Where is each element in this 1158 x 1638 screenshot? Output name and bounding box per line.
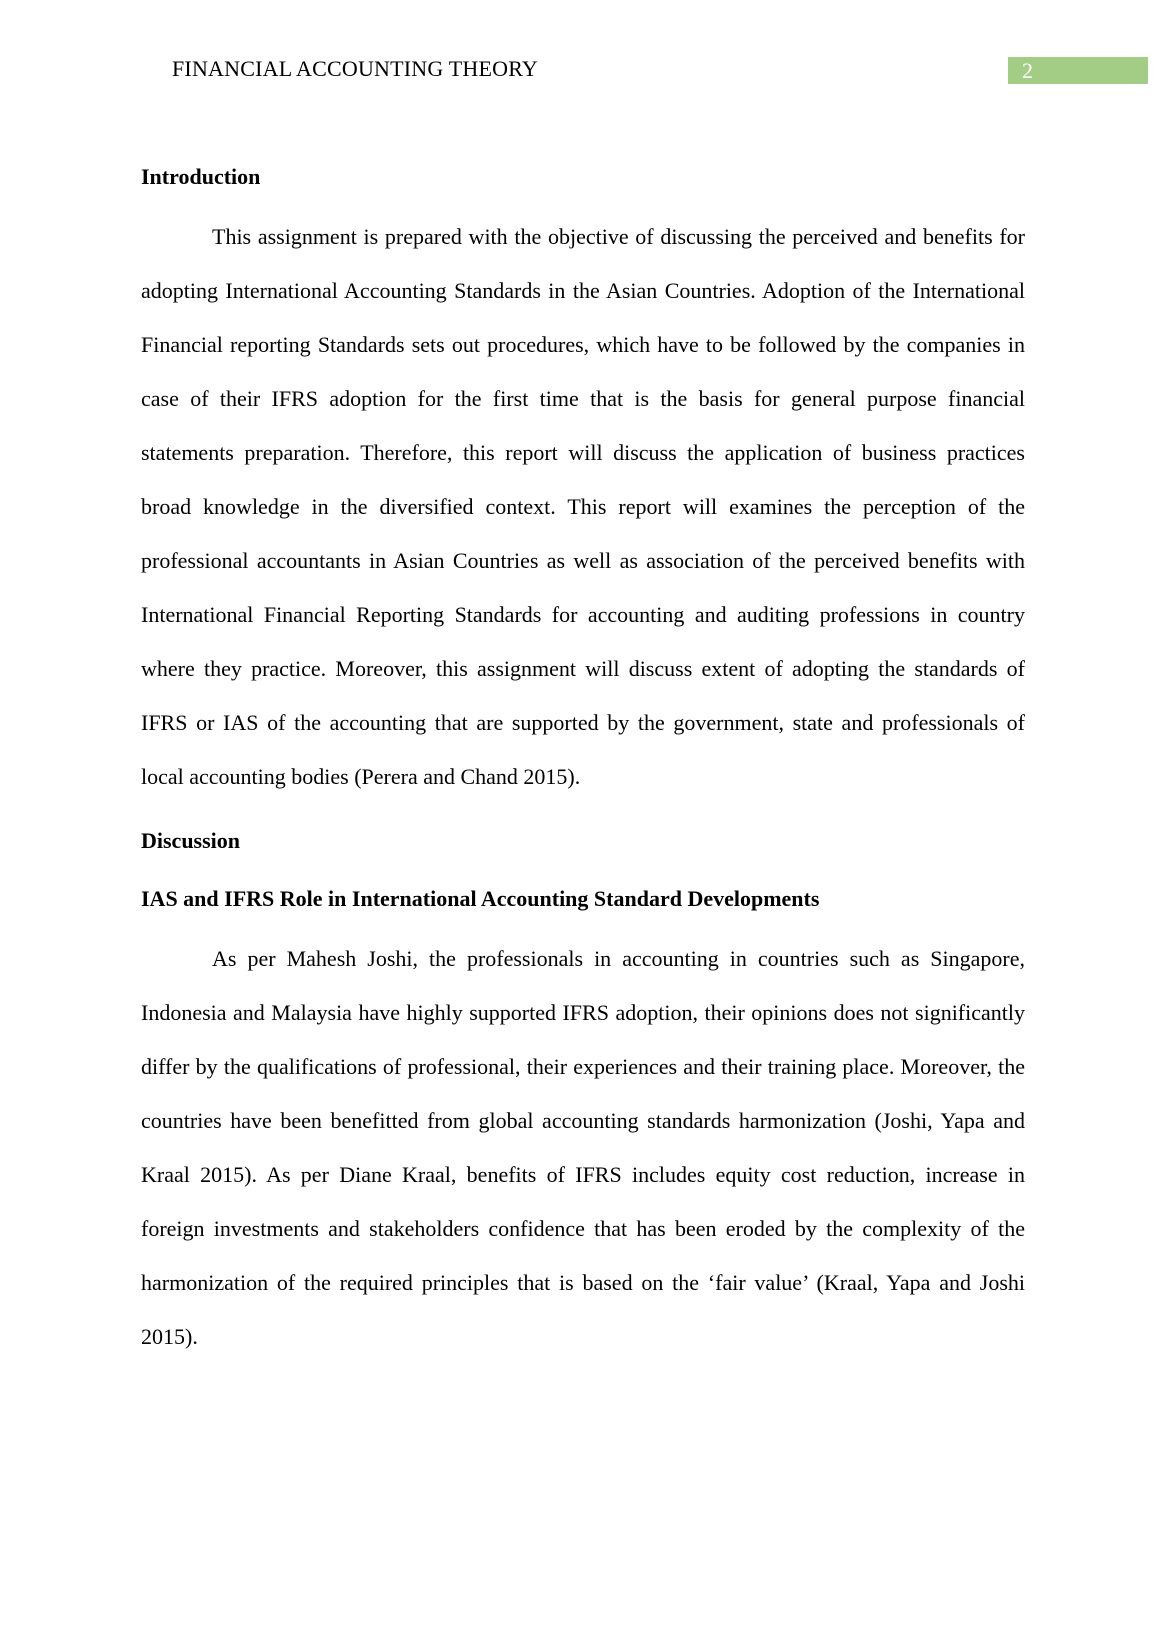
introduction-paragraph: This assignment is prepared with the objective of discussing the perceived and benefits for adopting International Accounting Standards in the Asian Countries. Adoption of the International Financial reporting Standards sets out procedures, which have to be followed by the companies in case of their IFRS adoption for the first time that is the basis for general purpose financial statements preparation. Therefore, this report will discuss the application of business practices broad knowledge in the diversified context. This report will examines the perception of the professional accountants in Asian Countries as well as association of the perceived benefits with International Financial Reporting Standards for accounting and auditing professions in country where they practice. Moreover, this assignment will discuss extent of adopting the standards of IFRS or IAS of the accounting that are supported by the government, state and professionals of local accounting bodies (Perera and Chand 2015). <box>141 224 1025 789</box>
document-body <box>141 160 1025 1364</box>
discussion-heading: Discussion <box>141 828 241 853</box>
discussion-paragraph: As per Mahesh Joshi, the professionals in accounting in countries such as Singapore, Indonesia and Malaysia have highly supported IFRS adoption, their opinions does not significantly differ by the qualifications of professional, their experiences and their training place. Moreover, the countries have been benefitted from global accounting standards harmonization (Joshi, Yapa and Kraal 2015). As per Diane Kraal, benefits of IFRS includes equity cost reduction, increase in foreign investments and stakeholders confidence that has been eroded by the complexity of the harmonization of the required principles that is based on the ‘fair value’ (Kraal, Yapa and Joshi 2015). <box>141 946 1025 1349</box>
running-header-title: FINANCIAL ACCOUNTING THEORY <box>172 56 538 81</box>
page-number-badge: 2 <box>1008 57 1148 84</box>
introduction-heading: Introduction <box>141 164 261 189</box>
discussion-subheading: IAS and IFRS Role in International Accounting Standard Developments <box>141 886 820 911</box>
